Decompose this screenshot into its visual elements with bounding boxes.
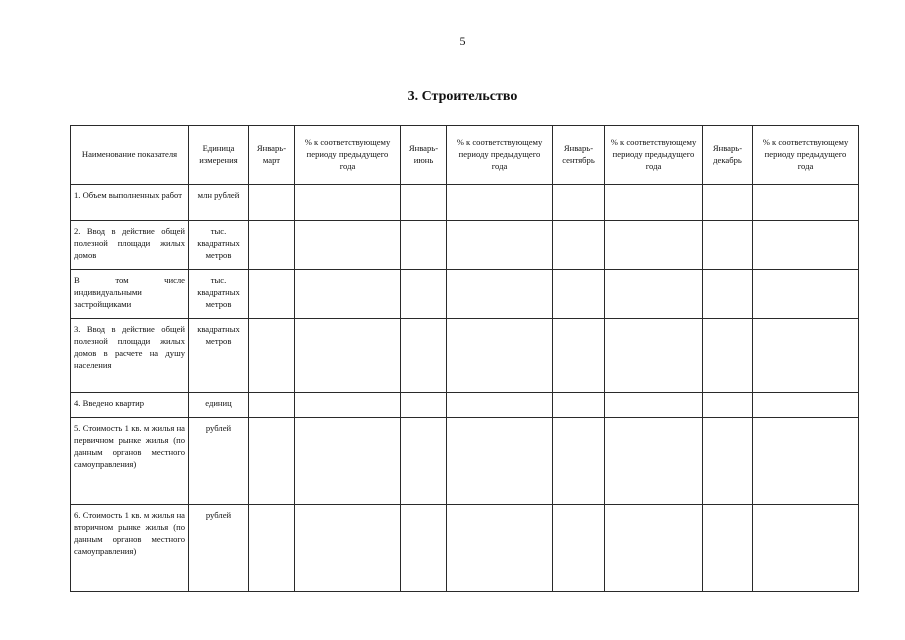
row-indicator-name: 4. Введено квартир: [71, 393, 189, 418]
column-header-pct-q1: % к соответствующему периоду предыдущего года: [295, 126, 401, 185]
section-title: 3. Строительство: [407, 89, 518, 104]
column-header-unit: Единица измерения: [189, 126, 249, 185]
row-indicator-name: В том числе индивидуальными застройщиками: [71, 270, 189, 319]
value-cell: [249, 221, 295, 270]
value-cell: [447, 185, 553, 221]
value-cell: [553, 393, 605, 418]
value-cell: [249, 319, 295, 393]
value-cell: [401, 319, 447, 393]
value-cell: [605, 221, 703, 270]
value-cell: [447, 505, 553, 592]
value-cell: [605, 505, 703, 592]
table-row: [71, 418, 859, 505]
row-indicator-name: 3. Ввод в действие общей полезной площади жилых домов в расчете на душу населения: [71, 319, 189, 393]
value-cell: [605, 270, 703, 319]
column-header-pct-year: % к соответствующему периоду предыдущего года: [753, 126, 859, 185]
table-row: [71, 185, 859, 221]
table-row: [71, 319, 859, 393]
value-cell: [553, 270, 605, 319]
value-cell: [605, 393, 703, 418]
row-unit: рублей: [189, 505, 249, 592]
value-cell: [447, 221, 553, 270]
value-cell: [703, 221, 753, 270]
column-header-jan-jun: Январь-июнь: [401, 126, 447, 185]
value-cell: [703, 185, 753, 221]
row-unit: квадратных метров: [189, 319, 249, 393]
value-cell: [401, 418, 447, 505]
row-unit: млн рублей: [189, 185, 249, 221]
column-header-pct-9m: % к соответствующему периоду предыдущего года: [605, 126, 703, 185]
row-indicator-name: 5. Стоимость 1 кв. м жилья на первичном рынке жилья (по данным органов местного самоуправления): [71, 418, 189, 505]
column-header-indicator: Наименование показателя: [71, 126, 189, 185]
value-cell: [295, 418, 401, 505]
value-cell: [753, 418, 859, 505]
value-cell: [753, 505, 859, 592]
page-number: 5: [459, 34, 466, 48]
value-cell: [295, 185, 401, 221]
value-cell: [553, 505, 605, 592]
value-cell: [753, 185, 859, 221]
row-unit: единиц: [189, 393, 249, 418]
value-cell: [447, 393, 553, 418]
value-cell: [605, 418, 703, 505]
value-cell: [703, 418, 753, 505]
value-cell: [401, 221, 447, 270]
value-cell: [447, 319, 553, 393]
row-indicator-name: 1. Объем выполненных работ: [71, 185, 189, 221]
value-cell: [401, 393, 447, 418]
value-cell: [295, 505, 401, 592]
row-indicator-name: 2. Ввод в действие общей полезной площади жилых домов: [71, 221, 189, 270]
value-cell: [703, 393, 753, 418]
table-row: [71, 505, 859, 592]
row-unit: тыс. квадратных метров: [189, 221, 249, 270]
row-unit: рублей: [189, 418, 249, 505]
table-row: [71, 393, 859, 418]
value-cell: [295, 393, 401, 418]
table-row: [71, 221, 859, 270]
column-header-jan-mar: Январь-март: [249, 126, 295, 185]
column-header-pct-h1: % к соответствующему периоду предыдущего года: [447, 126, 553, 185]
value-cell: [401, 505, 447, 592]
value-cell: [295, 319, 401, 393]
value-cell: [553, 221, 605, 270]
value-cell: [605, 185, 703, 221]
value-cell: [447, 418, 553, 505]
table-row: [71, 270, 859, 319]
value-cell: [295, 270, 401, 319]
value-cell: [605, 319, 703, 393]
value-cell: [447, 270, 553, 319]
value-cell: [401, 270, 447, 319]
value-cell: [753, 270, 859, 319]
value-cell: [703, 505, 753, 592]
value-cell: [753, 319, 859, 393]
row-indicator-name: 6. Стоимость 1 кв. м жилья на вторичном рынке жилья (по данным органов местного самоуправления): [71, 505, 189, 592]
value-cell: [249, 185, 295, 221]
column-header-jan-sep: Январь-сентябрь: [553, 126, 605, 185]
value-cell: [295, 221, 401, 270]
value-cell: [753, 221, 859, 270]
value-cell: [249, 270, 295, 319]
value-cell: [249, 393, 295, 418]
value-cell: [553, 418, 605, 505]
column-header-jan-dec: Январь-декабрь: [703, 126, 753, 185]
row-unit: тыс. квадратных метров: [189, 270, 249, 319]
value-cell: [553, 185, 605, 221]
value-cell: [249, 505, 295, 592]
table-header-row: [71, 126, 859, 185]
value-cell: [703, 319, 753, 393]
value-cell: [753, 393, 859, 418]
value-cell: [401, 185, 447, 221]
value-cell: [553, 319, 605, 393]
construction-table: [70, 125, 859, 592]
value-cell: [703, 270, 753, 319]
value-cell: [249, 418, 295, 505]
